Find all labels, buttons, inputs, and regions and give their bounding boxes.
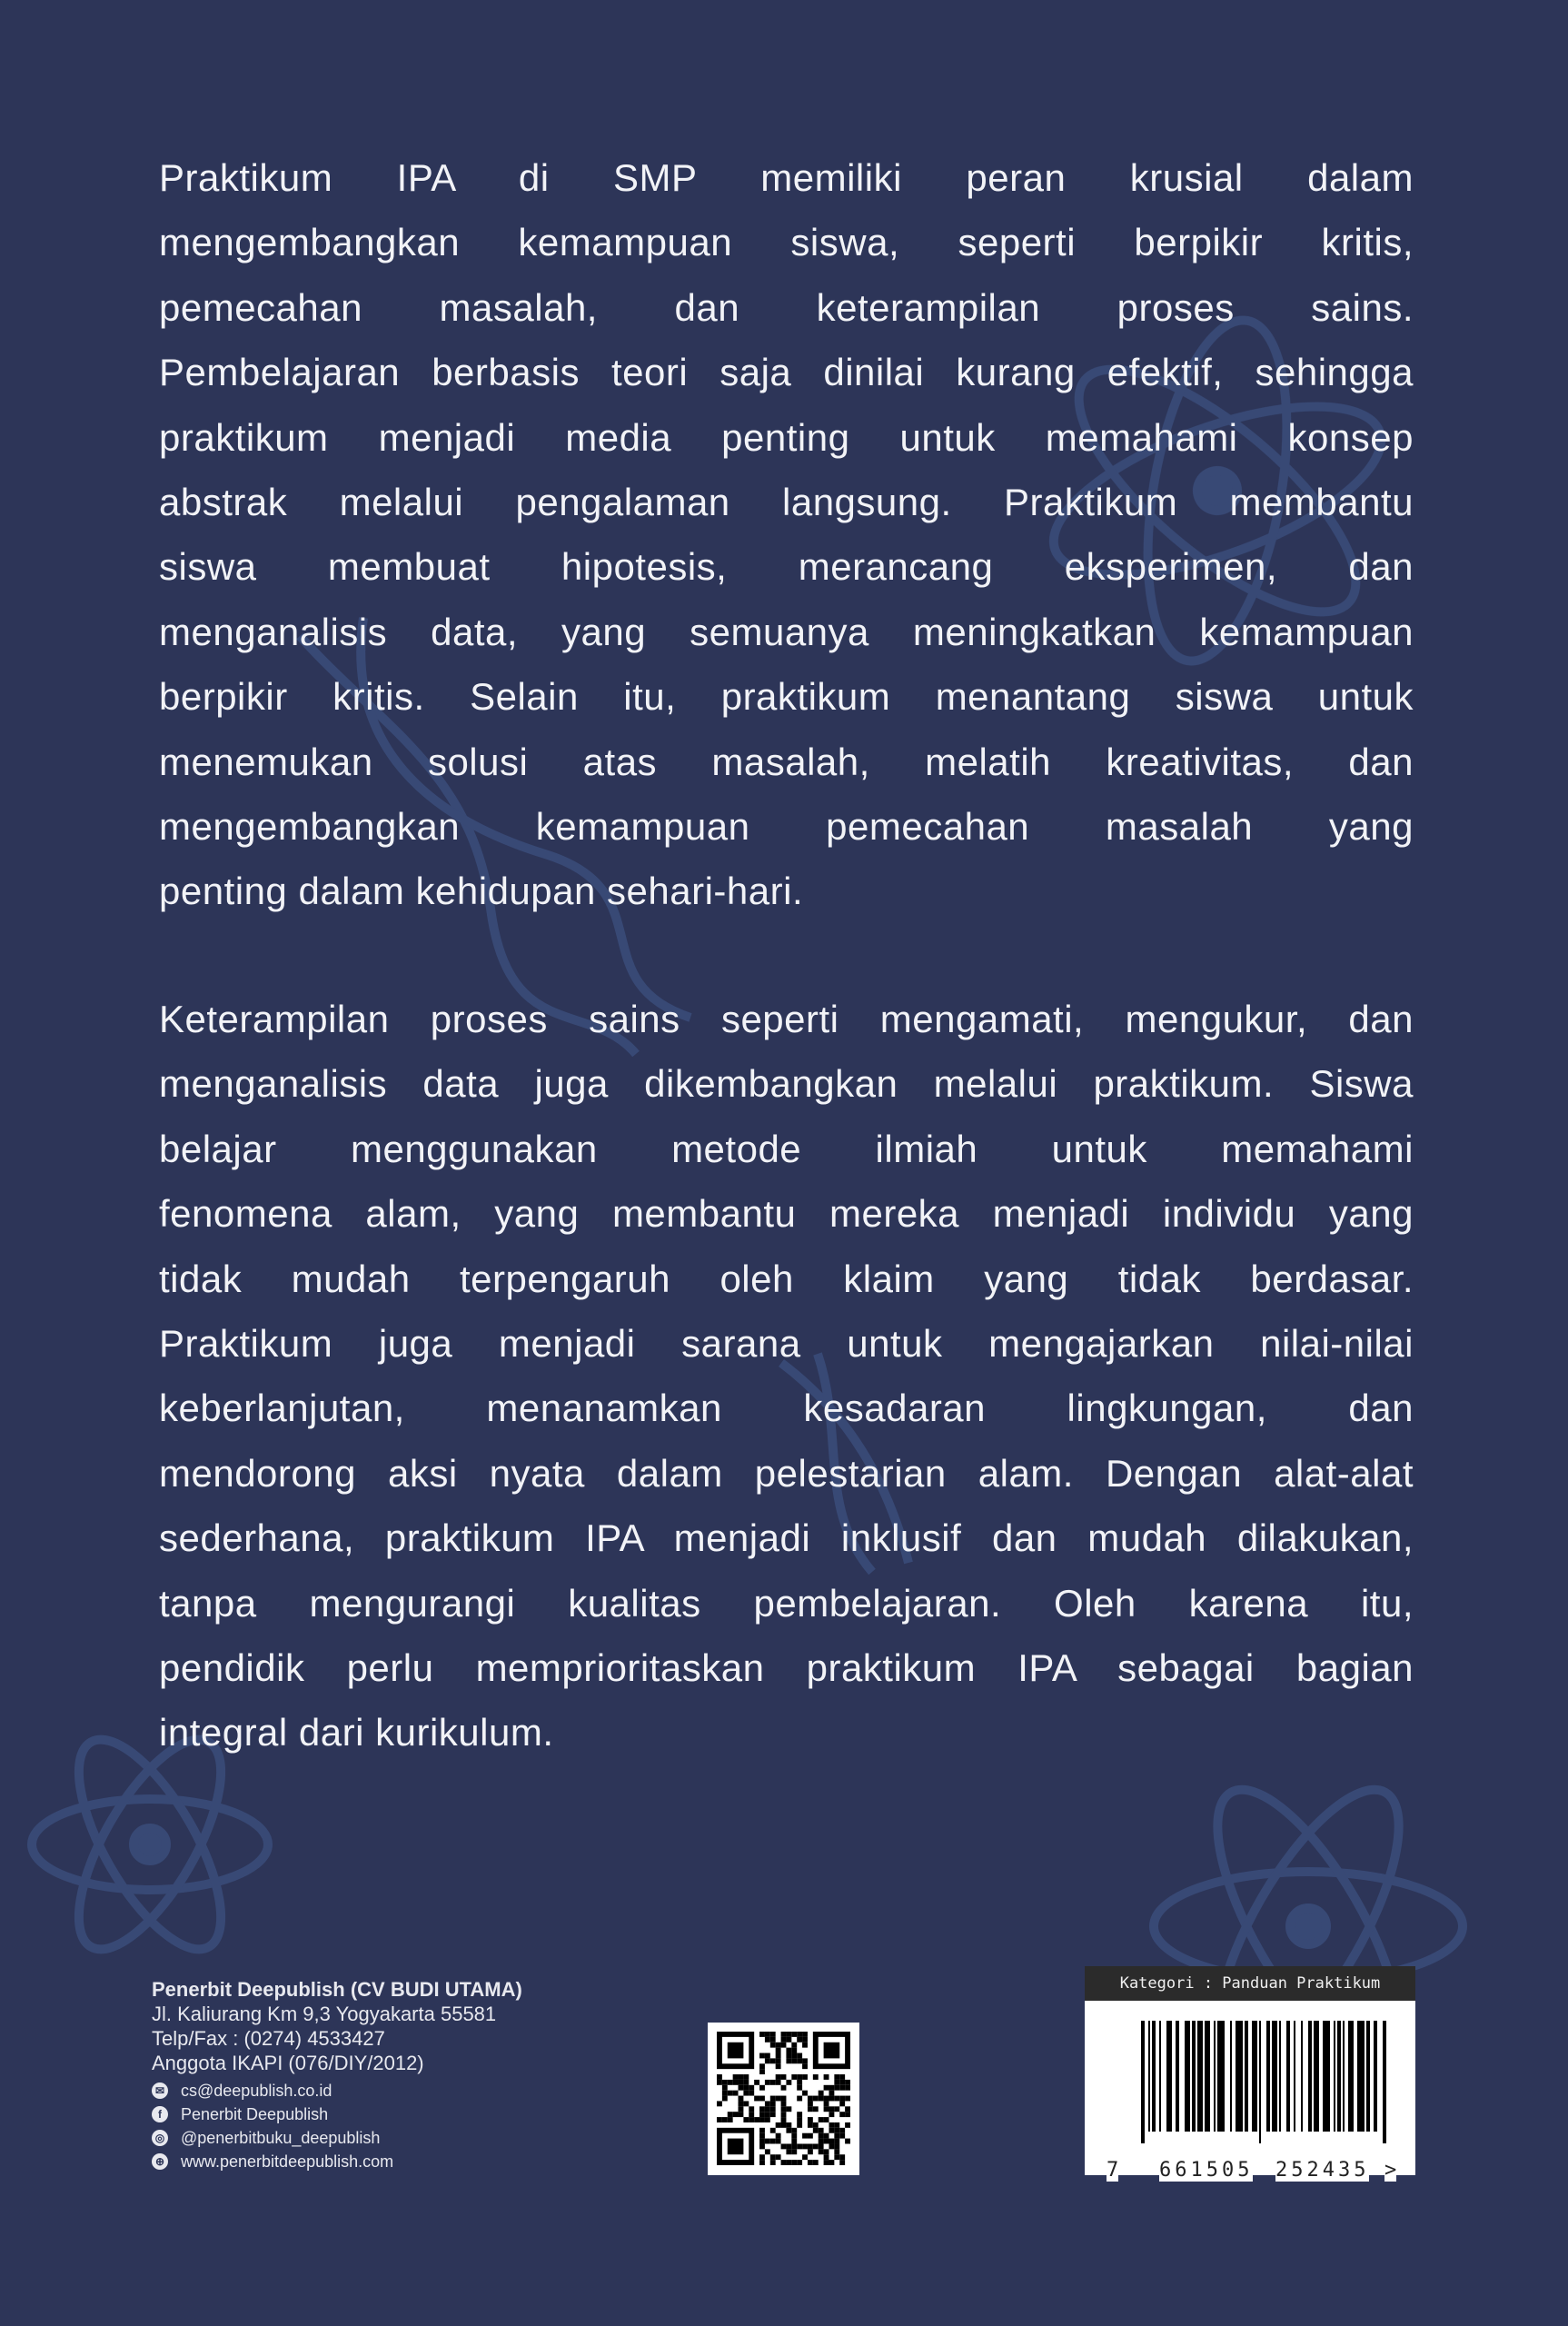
barcode-bar (1192, 2021, 1196, 2132)
barcode-digits-right: 252435 (1275, 2159, 1370, 2182)
barcode-bar (1152, 2021, 1156, 2132)
paragraph-line: praktikum menjadi media penting untuk memahami konsep (159, 415, 1414, 459)
barcode-bar (1308, 2021, 1312, 2132)
barcode-bar (1236, 2021, 1243, 2132)
globe-icon: ⊕ (152, 2153, 168, 2170)
paragraph-line: menemukan solusi atas masalah, melatih kreativitas, dan (159, 740, 1414, 783)
barcode-bar (1159, 2021, 1161, 2132)
paragraph-line: menganalisis data juga dikembangkan melalui praktikum. Siswa (159, 1062, 1414, 1106)
barcode-bar (1334, 2021, 1335, 2132)
barcode-bar (1294, 2021, 1295, 2132)
barcode-bar (1259, 2021, 1261, 2143)
paragraph-line: mengembangkan kemampuan siswa, seperti berpikir kritis, (159, 221, 1414, 264)
barcode-bar (1314, 2021, 1319, 2132)
paragraph-line: keberlanjutan, menanamkan kesadaran lingkungan, dan (159, 1387, 1414, 1430)
barcode (1085, 2001, 1415, 2182)
paragraph-line: pendidik perlu memprioritaskan praktikum IPA sebagai bagian (159, 1646, 1414, 1690)
publisher-address: Jl. Kaliurang Km 9,3 Yogyakarta 55581 (152, 2003, 497, 2025)
facebook-icon: f (152, 2106, 168, 2122)
paragraph-line: Keterampilan proses sains seperti mengamati, mengukur, dan (159, 998, 1414, 1040)
paragraph-line: penting dalam kehidupan sehari-hari. (159, 870, 804, 913)
contact-instagram: ◎ @penerbitbuku_deepublish (152, 2126, 522, 2150)
paragraph-line: belajar menggunakan metode ilmiah untuk memahami (159, 1127, 1414, 1170)
barcode-bar (1205, 2021, 1210, 2132)
barcode-bar (1214, 2021, 1216, 2132)
barcode-bar (1141, 2021, 1145, 2143)
paragraph-line: mendorong aksi nyata dalam pelestarian alam. Dengan alat-alat (159, 1451, 1414, 1495)
barcode-arrow: > (1384, 2159, 1397, 2182)
barcode-digits-left: 661505 (1159, 2159, 1254, 2182)
contact-facebook: f Penerbit Deepublish (152, 2102, 522, 2126)
paragraph-line: Praktikum juga menjadi sarana untuk mengajarkan nilai-nilai (159, 1322, 1414, 1366)
paragraph-line: siswa membuat hipotesis, merancang eksperimen, dan (159, 545, 1414, 589)
barcode-bar (1301, 2021, 1303, 2132)
barcode-bar (1266, 2021, 1270, 2132)
paragraph-line: Pembelajaran berbasis teori saja dinilai kurang efektif, sehingga (159, 351, 1414, 394)
barcode-block (1085, 1966, 1415, 2182)
barcode-bar (1272, 2021, 1277, 2132)
paragraph-line: tidak mudah terpengaruh oleh klaim yang tidak berdasar. (159, 1257, 1414, 1300)
barcode-bar (1176, 2021, 1179, 2132)
publisher-name: Penerbit Deepublish (CV BUDI UTAMA) (152, 1978, 522, 2001)
paragraph-line: mengembangkan kemampuan pemecahan masalah yang (159, 805, 1414, 849)
paragraph-line: tanpa mengurangi kualitas pembelajaran. Oleh karena itu, (159, 1581, 1414, 1625)
paragraph-line: fenomena alam, yang membantu mereka menjadi individu yang (159, 1192, 1414, 1236)
barcode-bar (1323, 2021, 1330, 2132)
barcode-bar (1197, 2021, 1203, 2132)
barcode-bar (1286, 2021, 1290, 2132)
paragraph-line: pemecahan masalah, dan keterampilan proses sains. (159, 285, 1414, 329)
paragraph-line: integral dari kurikulum. (159, 1711, 554, 1754)
barcode-bar (1185, 2021, 1190, 2132)
barcode-digit-first: 7 (1107, 2159, 1119, 2182)
barcode-bar (1343, 2021, 1345, 2132)
qr-code (708, 2023, 859, 2175)
barcode-bar (1148, 2021, 1150, 2132)
barcode-bar (1383, 2021, 1386, 2143)
contact-email: ✉ cs@deepublish.co.id (152, 2079, 522, 2102)
publisher-info (152, 1977, 522, 2173)
barcode-bar (1366, 2021, 1370, 2132)
barcode-bar (1166, 2021, 1172, 2132)
email-icon: ✉ (152, 2082, 168, 2099)
barcode-bar (1348, 2021, 1354, 2132)
barcode-bar (1245, 2021, 1248, 2132)
publisher-phone: Telp/Fax : (0274) 4533427 (152, 2027, 385, 2050)
barcode-bar (1337, 2021, 1341, 2132)
paragraph-line: menganalisis data, yang semuanya meningkatkan kemampuan (159, 610, 1414, 653)
barcode-bar (1357, 2021, 1365, 2132)
category-label: Kategori : Panduan Praktikum (1085, 1966, 1415, 2001)
description-paragraph-2 (159, 987, 1414, 1765)
contact-website: ⊕ www.penerbitdeepublish.com (152, 2150, 522, 2173)
barcode-bar (1217, 2021, 1225, 2132)
paragraph-line: sederhana, praktikum IPA menjadi inklusif dan mudah dilakukan, (159, 1516, 1414, 1560)
barcode-bar (1230, 2021, 1232, 2132)
publisher-membership: Anggota IKAPI (076/DIY/2012) (152, 2052, 424, 2074)
paragraph-line: abstrak melalui pengalaman langsung. Praktikum membantu (159, 481, 1414, 524)
paragraph-line: berpikir kritis. Selain itu, praktikum menantang siswa untuk (159, 675, 1414, 719)
barcode-bar (1279, 2021, 1281, 2132)
barcode-bar (1252, 2021, 1257, 2132)
instagram-icon: ◎ (152, 2130, 168, 2146)
description-paragraph-1 (159, 145, 1414, 924)
barcode-bar (1374, 2021, 1377, 2132)
paragraph-line: Praktikum IPA di SMP memiliki peran krusial dalam (159, 156, 1414, 199)
